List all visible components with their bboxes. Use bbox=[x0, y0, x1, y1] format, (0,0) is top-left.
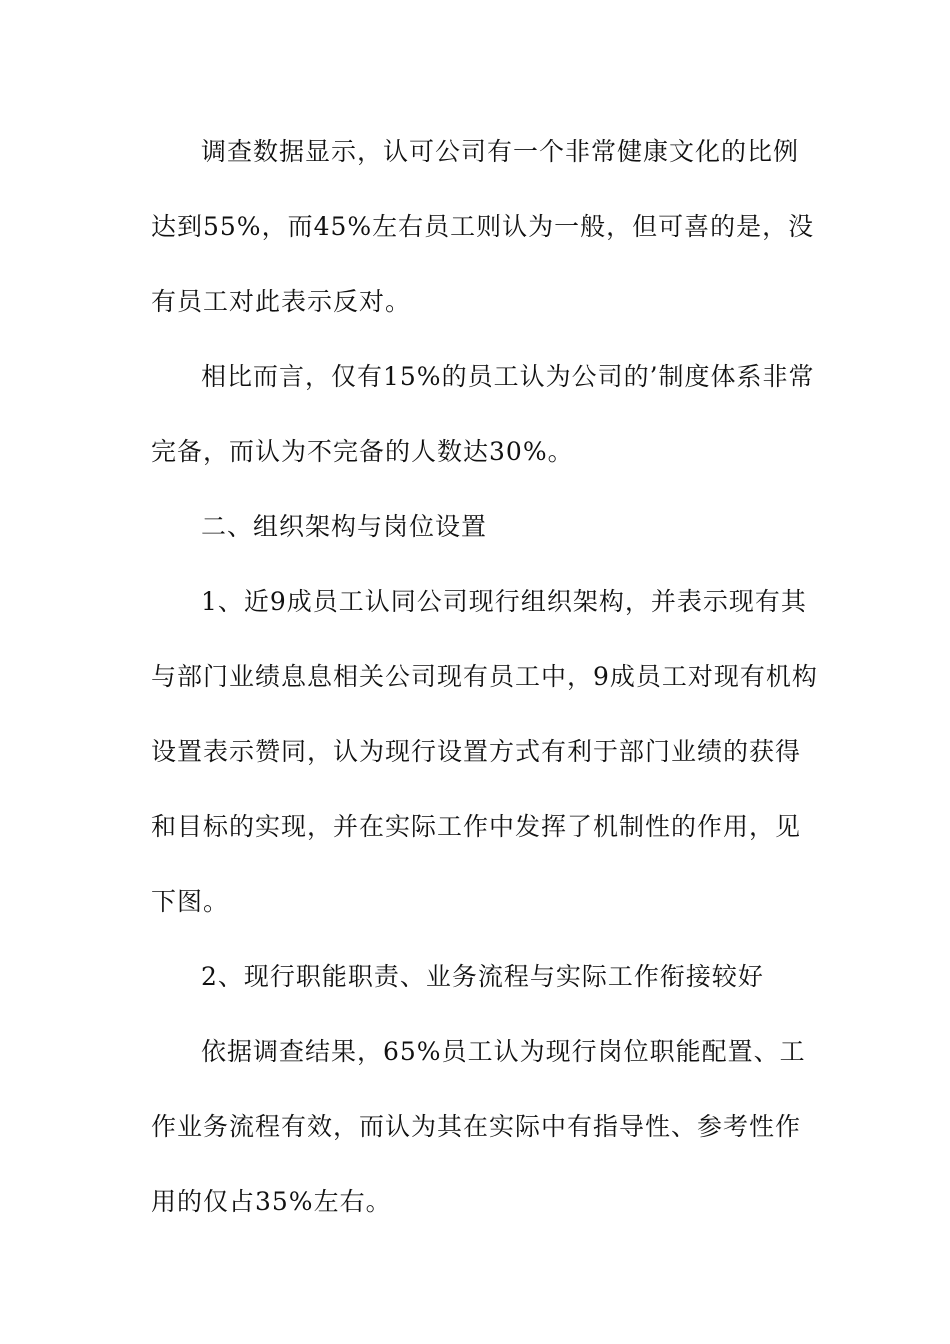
paragraph-1-line-1: 调查数据显示，认可公司有一个非常健康文化的比例 bbox=[201, 137, 800, 166]
paragraph-1-line-3: 有员工对此表示反对。 bbox=[151, 287, 412, 316]
paragraph-3-line-1: 1、近9成员工认同公司现行组织架构，并表示现有其 bbox=[201, 587, 807, 616]
paragraph-1-line-2: 达到55%，而45%左右员工则认为一般，但可喜的是，没 bbox=[151, 212, 815, 241]
paragraph-2-line-1: 相比而言，仅有15%的员工认为公司的’制度体系非常 bbox=[201, 362, 815, 391]
paragraph-3-line-2: 与部门业绩息息相关公司现有员工中，9成员工对现有机构 bbox=[151, 662, 818, 691]
paragraph-3-line-4: 和目标的实现，并在实际工作中发挥了机制性的作用，见 bbox=[151, 812, 802, 841]
paragraph-4-line-2: 作业务流程有效，而认为其在实际中有指导性、参考性作 bbox=[151, 1112, 802, 1141]
paragraph-3-line-3: 设置表示赞同，认为现行设置方式有利于部门业绩的获得 bbox=[151, 737, 802, 766]
section-heading: 二、组织架构与岗位设置 bbox=[201, 512, 488, 541]
paragraph-4-line-3: 用的仅占35%左右。 bbox=[151, 1187, 392, 1216]
subheading-2: 2、现行职能职责、业务流程与实际工作衔接较好 bbox=[201, 962, 764, 991]
paragraph-4-line-1: 依据调查结果，65%员工认为现行岗位职能配置、工 bbox=[201, 1037, 806, 1066]
paragraph-3-line-5: 下图。 bbox=[151, 887, 230, 916]
paragraph-2-line-2: 完备，而认为不完备的人数达30%。 bbox=[151, 437, 574, 466]
